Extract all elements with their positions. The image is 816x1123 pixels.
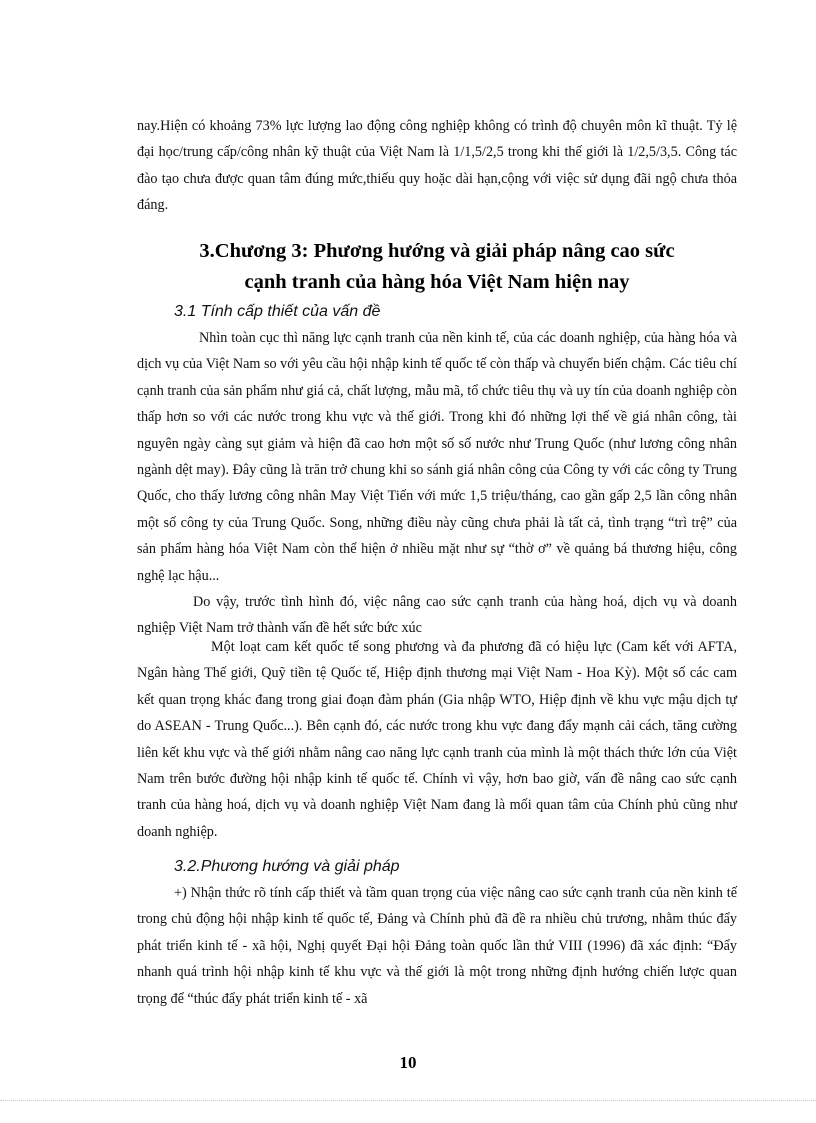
paragraph-conclusion: Do vậy, trước tình hình đó, việc nâng cao sức cạnh tranh của hàng hoá, dịch vụ và doanh nghiệp Việt Nam trở thành vấn đề hết sức bức xúc	[137, 594, 737, 637]
chapter-heading-line-1: 3.Chương 3: Phương hướng và giải pháp nâng cao sức	[199, 240, 675, 262]
paragraph-commitments: Một loạt cam kết quốc tế song phương và đa phương đã có hiệu lực (Cam kết với AFTA, Ngân hàng Thế giới, Quỹ tiền tệ Quốc tế, Hiệp định thương mại Việt Nam - Hoa Kỳ). Một số các cam kết quan trọng khác đang trong giai đoạn đàm phán (Gia nhập WTO, Hiệp định về khu vực mậu dịch tự do ASEAN - Trung Quốc...). Bên cạnh đó, các nước trong khu vực đang đẩy mạnh cải cách, tăng cường liên kết khu vực và thế giới nhằm nâng cao năng lực cạnh tranh của mình là một thách thức lớn của Việt Nam trên bước đường hội nhập kinh tế quốc tế. Chính vì vậy, hơn bao giờ, vấn đề nâng cao sức cạnh tranh của hàng hoá, dịch vụ và doanh nghiệp Việt Nam đang là mối quan tâm của Chính phủ cũng như doanh nghiệp.	[137, 639, 737, 840]
page-number: 10	[399, 1053, 417, 1072]
section-heading-3-2: 3.2.Phương hướng và giải pháp	[174, 858, 400, 875]
page-bottom-divider	[0, 1100, 816, 1101]
section-heading-3-1: 3.1 Tính cấp thiết của vấn đề	[174, 303, 381, 320]
paragraph-intro: nay.Hiện có khoảng 73% lực lượng lao động công nghiệp không có trình độ chuyên môn kĩ thuật. Tỷ lệ đại học/trung cấp/công nhân kỹ thuật của Việt Nam là 1/1,5/2,5 trong khi thế giới là 1/2,5/3,5. Công tác đào tạo chưa được quan tâm đúng mức,thiếu quy hoặc dài hạn,cộng với việc sử dụng đãi ngộ chưa thỏa đáng.	[137, 118, 737, 214]
paragraph-context: Nhìn toàn cục thì năng lực cạnh tranh của nền kinh tế, của các doanh nghiệp, của hàng hóa và dịch vụ của Việt Nam so với yêu cầu hội nhập kinh tế quốc tế còn thấp và chuyển biến chậm. Các tiêu chí cạnh tranh của sản phẩm như giá cả, chất lượng, mẫu mã, tổ chức tiêu thụ và uy tín của doanh nghiệp còn thấp hơn so với các nước trong khu vực và thế giới. Trong khi đó những lợi thế về giá nhân công, tài nguyên ngày càng sụt giảm và hiện đã cao hơn một số số nước như Trung Quốc (như lương công nhân ngành dệt may). Đây cũng là trăn trở chung khi so sánh giá nhân công của Công ty với các công ty Trung Quốc, cho thấy lương công nhân May Việt Tiến với mức 1,5 triệu/tháng, cao gần gấp 2,5 lần công nhân một số công ty của Trung Quốc. Song, những điều này cũng chưa phải là tất cả, tình trạng “trì trệ” của sản phẩm hàng hóa Việt Nam còn thể hiện ở nhiều mặt như sự “thờ ơ” về quảng bá thương hiệu, công nghệ lạc hậu...	[137, 330, 737, 584]
paragraph-directions: +) Nhận thức rõ tính cấp thiết và tầm quan trọng của việc nâng cao sức cạnh tranh của nền kinh tế trong chủ động hội nhập kinh tế quốc tế, Đảng và Chính phủ đã đề ra nhiều chủ trương, nhằm thúc đẩy phát triển kinh tế - xã hội, Nghị quyết Đại hội Đảng toàn quốc lần thứ VIII (1996) đã xác định: “Đẩy nhanh quá trình hội nhập kinh tế khu vực và thế giới là một trong những định hướng chiến lược quan trọng để “thúc đẩy phát triển kinh tế - xã	[137, 885, 737, 1007]
chapter-heading-line-2: cạnh tranh của hàng hóa Việt Nam hiện nay	[244, 271, 630, 293]
